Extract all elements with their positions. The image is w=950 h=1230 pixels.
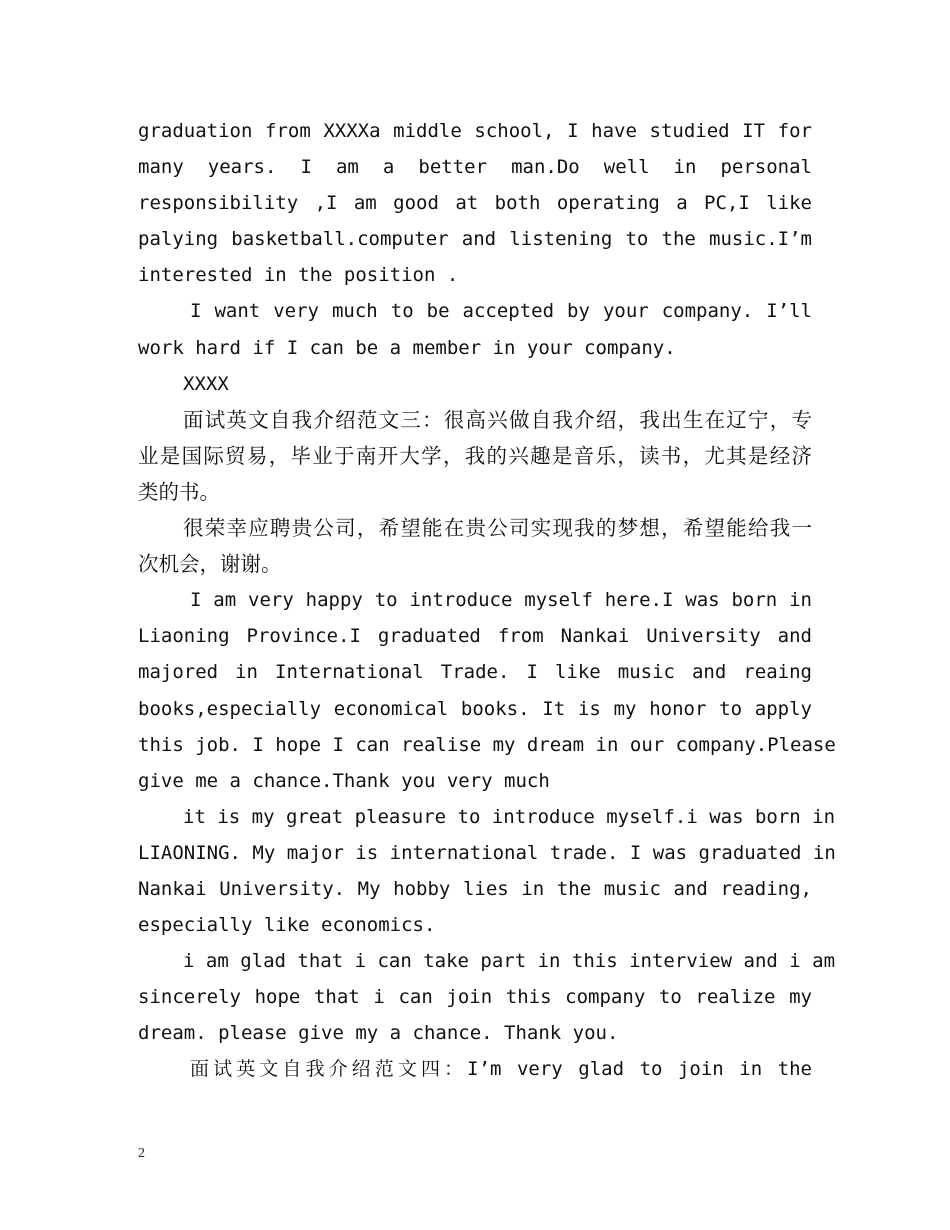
text-line: I want very much to be accepted by your company. I’ll [190, 300, 812, 323]
text-line: dream. please give my a chance. Thank you. [138, 1022, 619, 1045]
text-line: responsibility ,I am good at both operating a PC,I like [138, 192, 812, 215]
text-line: 很荣幸应聘贵公司，希望能在贵公司实现我的梦想，希望能给我一 [183, 516, 812, 541]
text-line: XXXX [183, 372, 229, 395]
text-line: especially like economics. [138, 914, 436, 937]
text-line: 面试英文自我介绍范文三：很高兴做自我介绍，我出生在辽宁，专 [183, 407, 812, 432]
text-line: books,especially economical books. It is my honor to apply [138, 697, 812, 720]
text-line: majored in International Trade. I like music and reaing [138, 661, 812, 684]
text-line: 面试英文自我介绍范文四：I’m very glad to join in the [190, 1058, 812, 1081]
text-line: graduation from XXXXa middle school, I have studied IT for [138, 120, 812, 142]
document-body [138, 113, 836, 1088]
text-line: sincerely hope that i can join this company to realize my [138, 986, 812, 1009]
text-line: palying basketball.computer and listening to the music.I’m [138, 228, 812, 251]
text-line: 类的书。 [138, 479, 220, 504]
text-line: 业是国际贸易，毕业于南开大学，我的兴趣是音乐，读书，尤其是经济 [138, 443, 812, 468]
text-line: many years. I am a better man.Do well in personal [138, 156, 812, 179]
text-line: Nankai University. My hobby lies in the music and reading, [138, 877, 812, 900]
text-line: i am glad that i can take part in this interview and i am [183, 950, 836, 973]
text-line: give me a chance.Thank you very much [138, 769, 550, 792]
text-line: it is my great pleasure to introduce myself.i was born in [183, 805, 836, 828]
text-line: interested in the position . [138, 264, 459, 287]
page-number: 2 [138, 1146, 145, 1161]
text-line: 次机会，谢谢。 [138, 552, 282, 577]
text-line: Liaoning Province.I graduated from Nankai University and [138, 625, 812, 648]
text-line: this job. I hope I can realise my dream in our company.Please [138, 733, 836, 756]
text-line: LIAONING. My major is international trade. I was graduated in [138, 841, 836, 864]
text-line: work hard if I can be a member in your company. [138, 336, 676, 359]
text-line: I am very happy to introduce myself here.I was born in [190, 589, 812, 612]
